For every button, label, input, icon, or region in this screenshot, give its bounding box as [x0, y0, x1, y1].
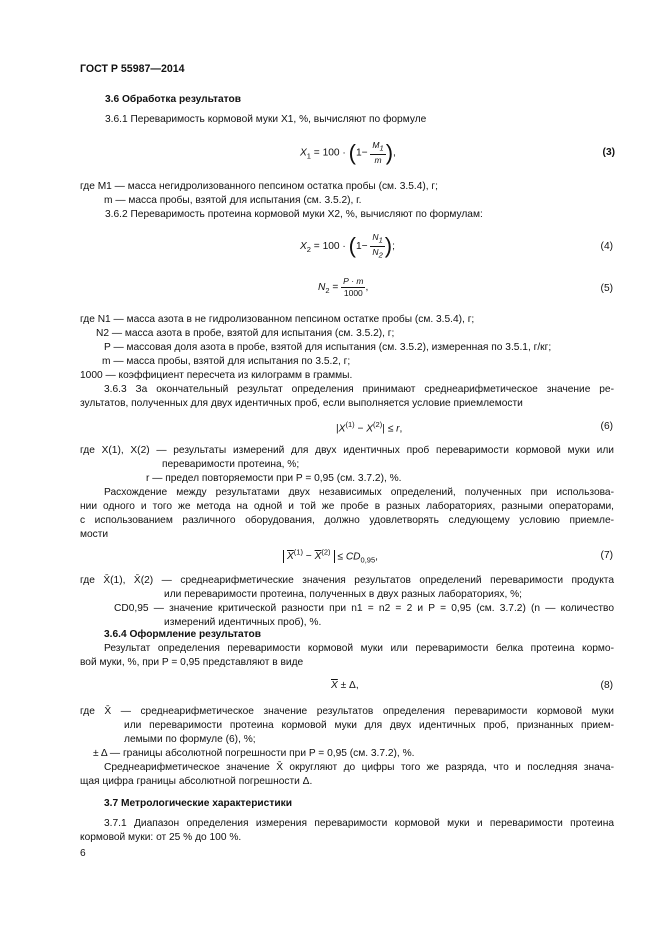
eq5-definition-3: P — массовая доля азота в пробе, взятой для испытания (см. 3.5.2), измеренная по 3.5.1, г/кг; — [104, 342, 552, 353]
section-3-7-title: 3.7 Метрологические характеристики — [104, 798, 292, 809]
equation-number-6: (6) — [600, 421, 613, 432]
eq3-definition-1: где M1 — масса негидролизованного пепсином остатка пробы (см. 3.5.4), г; — [80, 181, 438, 192]
eq6-definition-2: r — предел повторяемости при P = 0,95 (см. 3.7.2), %. — [146, 473, 402, 484]
equation-number-4: (4) — [600, 241, 613, 252]
eq8-definition-1-line-1: где X̄ — среднеарифметическое значение результатов определения переваримости кормовой муки — [80, 706, 614, 717]
para-3-6-4-line-1: Результат определения переваримости кормовой муки или переваримости белка протеина кормо- — [104, 643, 614, 654]
eq8-definition-1-line-3: лемыми по формуле (6), %; — [124, 734, 256, 745]
formula-4: $X_2 = 100 \cdot (1-$ $\frac{N_1}{N_2}$ ); — [300, 232, 395, 260]
divergence-line-4: мости — [80, 529, 109, 540]
para-3-6-1: 3.6.1 Переваримость кормовой муки X1, %, вычисляют по формуле — [105, 114, 427, 125]
eq7-definition-2-line-1: CD0,95 — значение критической разности при n1 = n2 = 2 и P = 0,95 (см. 3.7.2) (n — количество — [114, 603, 614, 614]
rounding-line-1: Среднеарифметическое значение X̄ округляют до цифры того же разряда, что и последняя знача- — [104, 762, 614, 773]
formula-7: $\overline{X}^{(1)} - \overline{X}^{(2)} \le CD_{0,95}$, — [283, 546, 378, 567]
eq6-definition-1-line-1: где X(1), X(2) — результаты измерений для двух идентичных проб переваримости кормовой муки или — [80, 445, 614, 456]
section-3-6-4-title: 3.6.4 Оформление результатов — [104, 629, 262, 640]
divergence-line-3: с использованием различного оборудования, должно удовлетворять следующему условию приемле- — [80, 515, 614, 526]
equation-number-5: (5) — [600, 283, 613, 294]
para-3-6-3-line-2: зультатов, полученных для двух идентичных проб, если выполняется условие приемлемости — [80, 398, 523, 409]
eq8-definition-2: ± Δ — границы абсолютной погрешности при P = 0,95 (см. 3.7.2), %. — [93, 748, 415, 759]
equation-number-3: (3) — [602, 147, 615, 158]
formula-3: $X_1 = 100 \cdot (1-$ $\frac{M_1}{m}$ ), — [300, 139, 396, 165]
equation-number-8: (8) — [600, 680, 613, 691]
document-header: ГОСТ Р 55987—2014 — [80, 63, 185, 75]
equation-number-7: (7) — [600, 550, 613, 561]
eq5-definition-2: N2 — масса азота в пробе, взятой для испытания (см. 3.5.2), г; — [96, 328, 395, 339]
para-3-6-2: 3.6.2 Переваримость протеина кормовой муки X2, %, вычисляют по формулам: — [105, 209, 483, 220]
eq7-definition-1-line-1: где X̄(1), X̄(2) — среднеарифметические значения результатов определений переваримости продукта — [80, 575, 614, 586]
divergence-line-2: нии одного и того же метода на одной и той же пробе в разных лабораториях, разными операторами, — [80, 501, 614, 512]
eq3-definition-2: m — масса пробы, взятой для испытания (см. 3.5.2), г. — [104, 195, 362, 206]
eq5-definition-4: m — масса пробы, взятой для испытания по 3.5.2, г; — [102, 356, 351, 367]
section-3-6-title: 3.6 Обработка результатов — [105, 94, 242, 105]
eq7-definition-1-line-2: или переваримости протеина, полученных в двух разных лабораториях, %; — [164, 589, 522, 600]
eq8-definition-1-line-2: или переваримости протеина кормовой муки для двух идентичных проб, признанных прием- — [124, 720, 614, 731]
eq7-definition-2-line-2: измерений идентичных проб), %. — [164, 617, 322, 628]
divergence-line-1: Расхождение между результатами двух независимых определений, полученных при использова- — [104, 487, 614, 498]
eq6-definition-1-line-2: переваримости протеина, %; — [162, 459, 300, 470]
para-3-7-1-line-2: кормовой муки: от 25 % до 100 %. — [80, 832, 242, 843]
page-number: 6 — [80, 848, 86, 859]
rounding-line-2: щая цифра границы абсолютной погрешности Δ. — [80, 776, 313, 787]
para-3-7-1-line-1: 3.7.1 Диапазон определения измерения переваримости кормовой муки и переваримости протеина — [104, 818, 614, 829]
eq5-definition-1: где N1 — масса азота в не гидролизованном пепсином остатке пробы (см. 3.5.4), г; — [80, 314, 475, 325]
formula-6: $|X^{(1)} - X^{(2)}| \le r$, — [336, 420, 403, 435]
eq5-definition-5: 1000 — коэффициент пересчета из килограмм в граммы. — [80, 370, 353, 381]
para-3-6-3-line-1: 3.6.3 За окончательный результат определения принимают среднеарифметическое значение ре- — [104, 384, 614, 395]
formula-8: $\overline{X} \pm \Delta$, — [331, 680, 359, 691]
formula-5: $N_2$ = $\frac{P \cdot m}{1000}$ , — [318, 276, 369, 298]
para-3-6-4-line-2: вой муки, %, при P = 0,95 представляют в виде — [80, 657, 304, 668]
